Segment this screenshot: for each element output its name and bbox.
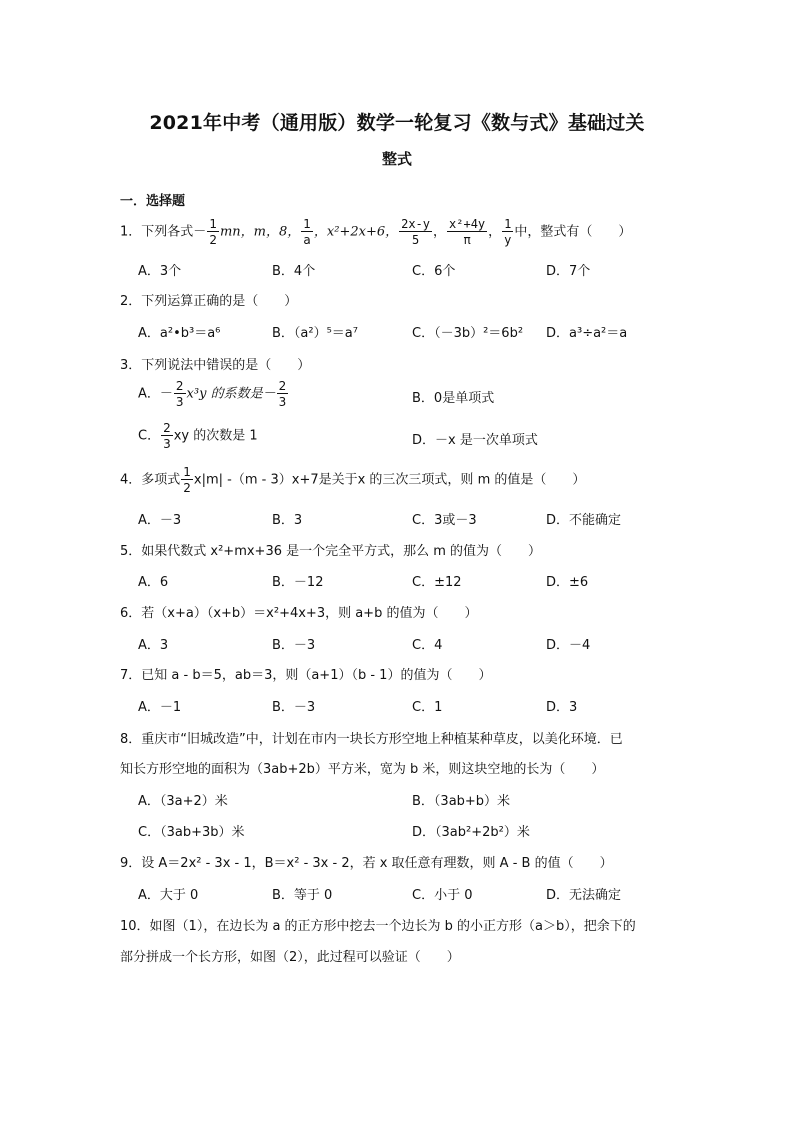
question-7: 7．已知 a - b＝5，ab＝3，则（a+1）（b - 1）的值为（ ）: [120, 668, 492, 683]
fraction: $\frac{1}{2}$: [183, 465, 191, 495]
question-9: 9．设 A＝2x² - 3x - 1，B＝x² - 3x - 2，若 x 取任意有理数，则 A - B 的值（ ）: [120, 856, 613, 871]
q9-option-b[interactable]: B．等于 0: [272, 888, 333, 903]
q9-option-a[interactable]: A．大于 0: [138, 888, 199, 903]
q4-option-c[interactable]: C．3或－3: [412, 513, 477, 528]
q3-option-a[interactable]: A．－ $\frac{2}{3}$ x³y 的系数是－ $\frac{2}{3}$: [138, 379, 287, 409]
question-1: 1．下列各式－ $\frac{1}{2}$ mn，m，8， $\frac{1}{a}$ ，x²+2x+6， $\frac{2x-y}{5}$ ， $\frac{\text{x²+4y}}{\pi}$ ， $\frac{1}{y}$ 中，整式有（ ）: [120, 217, 632, 247]
page-subtitle: 整式: [381, 150, 412, 168]
q9-option-c[interactable]: C．小于 0: [412, 888, 473, 903]
fraction: $\frac{2x-y}{5}$: [401, 217, 431, 247]
fraction: $\frac{1}{y}$: [504, 217, 512, 247]
question-5: 5．如果代数式 x²+mx+36 是一个完全平方式，那么 m 的值为（ ）: [120, 544, 542, 559]
fraction: $\frac{\text{x²+4y}}{\pi}$: [449, 217, 486, 247]
question-10-line-2: 部分拼成一个长方形，如图（2），此过程可以验证（ ）: [120, 950, 460, 965]
q7-option-b[interactable]: B．－3: [272, 700, 316, 715]
q3-option-b[interactable]: B．0是单项式: [412, 391, 495, 406]
section-heading: 一．选择题: [120, 194, 186, 209]
q1-option-b[interactable]: B．4个: [272, 264, 316, 279]
question-6: 6．若（x+a）（x+b）＝x²+4x+3，则 a+b 的值为（ ）: [120, 606, 478, 621]
q8-option-d[interactable]: D．（3ab²+2b²）米: [412, 825, 530, 840]
q1-option-d[interactable]: D．7个: [546, 264, 591, 279]
q7-option-a[interactable]: A．－1: [138, 700, 182, 715]
q4-option-d[interactable]: D．不能确定: [546, 513, 622, 528]
q2-option-a[interactable]: A．a²•b³＝a⁶: [138, 326, 221, 341]
question-3: 3．下列说法中错误的是（ ）: [120, 358, 311, 373]
fraction: $\frac{2}{3}$: [163, 421, 171, 451]
q8-option-a[interactable]: A．（3a+2）米: [138, 794, 228, 809]
q8-option-c[interactable]: C．（3ab+3b）米: [138, 825, 245, 840]
page-title: 2021年中考（通用版）数学一轮复习《数与式》基础过关: [149, 112, 645, 134]
q6-option-d[interactable]: D．－4: [546, 638, 591, 653]
q2-option-c[interactable]: C．（－3b）²＝6b²: [412, 326, 524, 341]
q2-option-b[interactable]: B．（a²）⁵＝a⁷: [272, 326, 358, 341]
fraction: $\frac{1}{2}$: [209, 217, 217, 247]
q9-option-d[interactable]: D．无法确定: [546, 888, 622, 903]
q5-option-d[interactable]: D．±6: [546, 575, 589, 590]
fraction: $\frac{1}{a}$: [303, 217, 311, 247]
fraction: $\frac{2}{3}$: [175, 379, 184, 409]
q3-option-d[interactable]: D．－x 是一次单项式: [412, 433, 538, 448]
q1-option-a[interactable]: A．3个: [138, 264, 182, 279]
q2-option-d[interactable]: D．a³÷a²＝a: [546, 326, 628, 341]
q5-option-c[interactable]: C．±12: [412, 575, 462, 590]
q1-option-c[interactable]: C．6个: [412, 264, 456, 279]
question-4: 4．多项式 $\frac{1}{2}$ x|m| -（m - 3）x+7是关于x 的三次三项式，则 m 的值是（ ）: [120, 465, 586, 495]
q6-option-b[interactable]: B．－3: [272, 638, 316, 653]
q4-option-a[interactable]: A．－3: [138, 513, 182, 528]
question-8-line-1: 8．重庆市“旧城改造”中，计划在市内一块长方形空地上种植某种草皮，以美化环境．已: [120, 732, 623, 747]
question-10-line-1: 10．如图（1），在边长为 a 的正方形中挖去一个边长为 b 的小正方形（a＞b），把余下的: [120, 919, 636, 934]
q4-option-b[interactable]: B．3: [272, 513, 303, 528]
question-2: 2．下列运算正确的是（ ）: [120, 294, 298, 309]
q8-option-b[interactable]: B．（3ab+b）米: [412, 794, 511, 809]
q6-option-a[interactable]: A．3: [138, 638, 169, 653]
q5-option-b[interactable]: B．－12: [272, 575, 324, 590]
q5-option-a[interactable]: A．6: [138, 575, 169, 590]
question-8-line-2: 知长方形空地的面积为（3ab+2b）平方米，宽为 b 米，则这块空地的长为（ ）: [120, 762, 605, 777]
q6-option-c[interactable]: C．4: [412, 638, 443, 653]
q3-option-c[interactable]: C． $\frac{2}{3}$ xy 的次数是 1: [138, 421, 258, 451]
fraction: $\frac{2}{3}$: [278, 379, 287, 409]
q7-option-c[interactable]: C．1: [412, 700, 443, 715]
q7-option-d[interactable]: D．3: [546, 700, 578, 715]
